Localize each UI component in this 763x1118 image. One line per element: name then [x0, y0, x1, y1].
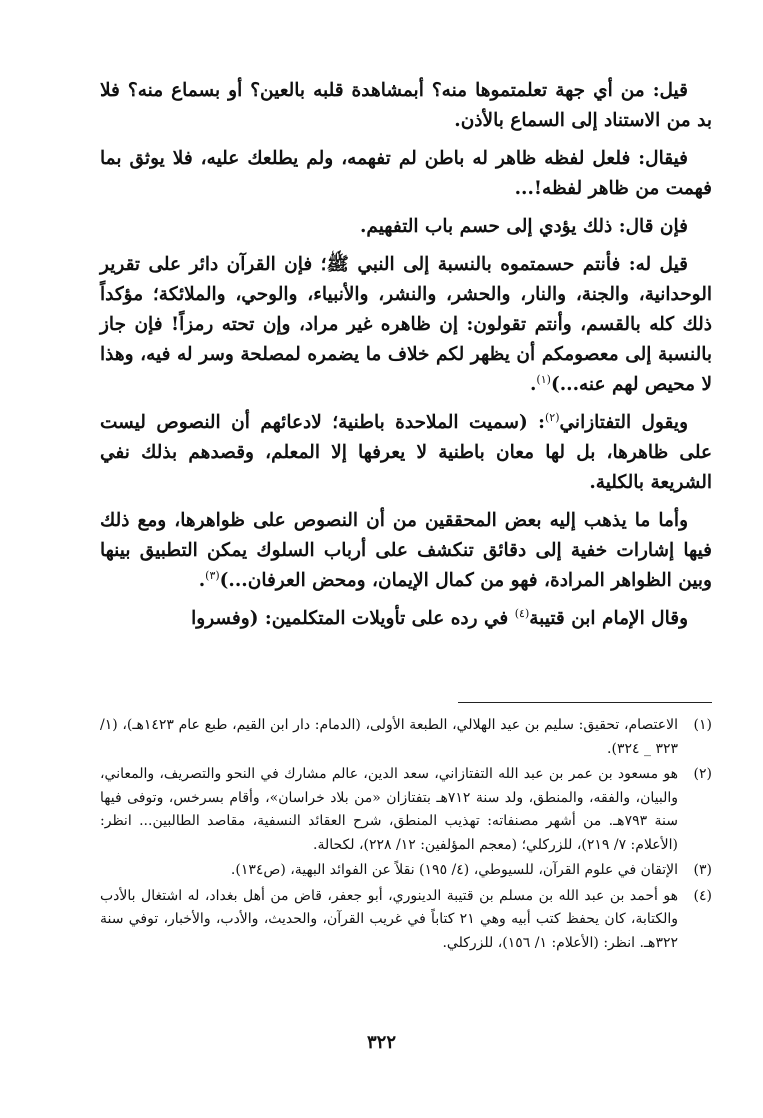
- paragraph-7: [100, 604, 712, 634]
- footnote-ref-4[interactable]: (٤): [514, 606, 530, 620]
- footnote-2: [100, 763, 712, 857]
- footnotes: [100, 714, 712, 957]
- footnote-4: [100, 885, 712, 956]
- footnote-text: الإتقان في علوم القرآن، للسيوطي، (٤/ ١٩٥) نقلاً عن الفوائد البهية، (ص١٣٤).: [230, 862, 678, 878]
- paragraph-5-start: ويقول التفتازاني: [559, 412, 688, 433]
- footnote-ref-3[interactable]: (٣): [205, 568, 220, 582]
- footnote-text: هو أحمد بن عبد الله بن مسلم بن قتيبة الدينوري، أبو جعفر، قاض من أهل بغداد، له اشتغال بالأدب والكتابة، كان يحفظ كتب أبيه وهي ٢١ كتاباً في غريب القرآن، والحديث، والأدب، والأخبار، توفي سنة ٣٢٢هـ. انظر: (الأعلام: ١/ ١٥٦)، للزركلي.: [100, 887, 678, 951]
- footnote-divider: [458, 702, 712, 703]
- paragraph-6: [100, 506, 712, 596]
- paragraph-4: [100, 250, 712, 400]
- footnote-ref-2[interactable]: (٢): [545, 410, 560, 424]
- paragraph-1: قيل: من أي جهة تعلمتموها منه؟ أبمشاهدة قلبه بالعين؟ أو بسماع منه؟ فلا بد من الاستناد إلى السماع بالأذن.: [100, 80, 712, 131]
- paragraph-7-text: في رده على تأويلات المتكلمين: (وفسروا: [191, 608, 515, 629]
- paragraph-6-text: وأما ما يذهب إليه بعض المحققين من أن النصوص على ظواهرها، ومع ذلك فيها إشارات خفية إلى دقائق تنكشف على أرباب السلوك يمكن التطبيق بينها وبين الظواهر المرادة، فهو من كمال الإيمان، ومحض العرفان...): [100, 510, 712, 591]
- paragraph-4-text: قيل له: فأنتم حسمتموه بالنسبة إلى النبي ﷺ؛ فإن القرآن دائر على تقرير الوحدانية، والجنة، والنار، والحشر، والنشر، والأنبياء، والوحي، والملائكة؛ مؤكداً ذلك كله بالقسم، وأنتم تقولون: إن ظاهره غير مراد، وإن تحته رمزاً! فإن جاز بالنسبة إلى معصومكم أن يظهر لكم خلاف ما يضمره لمصلحة وسر له فيه، وهذا لا محيص لهم عنه...): [100, 254, 712, 395]
- paragraph-2: فيقال: فلعل لفظه ظاهر له باطن لم تفهمه، ولم يطلعك عليه، فلا يوثق بما فهمت من ظاهر لفظه!...: [100, 148, 712, 199]
- paragraph-6-end: .: [198, 570, 206, 591]
- footnote-number: (٣): [693, 862, 712, 878]
- paragraph-5: [100, 408, 712, 498]
- footnote-number: (٢): [693, 766, 712, 782]
- main-text: [100, 76, 712, 638]
- footnote-number: (١): [693, 717, 712, 733]
- page-number: ٣٢٢: [366, 1032, 396, 1053]
- footnote-number: (٤): [693, 887, 712, 904]
- footnote-1: [100, 714, 712, 761]
- paragraph-3: فإن قال: ذلك يؤدي إلى حسم باب التفهيم.: [359, 216, 688, 237]
- paragraph-4-end: .: [529, 374, 537, 395]
- footnote-text: هو مسعود بن عمر بن عبد الله التفتازاني، سعد الدين، عالم مشارك في النحو والتصريف، والمعاني، والبيان، والفقه، والمنطق، ولد سنة ٧١٢هـ بتفتازان «من بلاد خراسان»، وأقام بسرخس، وتوفى فيها سنة ٧٩٣هـ. من أشهر مصنفاته: تهذيب المنطق، شرح العقائد النسفية، مقاصد الطالبين... انظر: (الأعلام: ٧/ ٢١٩)، للزركلي؛ (معجم المؤلفين: ١٢/ ٢٢٨)، لكحالة.: [100, 766, 678, 853]
- paragraph-7-start: وقال الإمام ابن قتيبة: [529, 608, 688, 629]
- footnote-3: [100, 859, 712, 883]
- paragraph-5-text: : (سميت الملاحدة باطنية؛ لادعائهم أن النصوص ليست على ظاهرها، بل لها معان باطنية لا يعرفها إلا المعلم، وقصدهم بذلك نفي الشريعة بالكلية.: [100, 412, 712, 493]
- footnote-ref-1[interactable]: (١): [536, 372, 551, 386]
- footnote-text: الاعتصام، تحقيق: سليم بن عيد الهلالي، الطبعة الأولى، (الدمام: دار ابن القيم، طبع عام ١٤٢٣هـ)، (١/ ٣٢٣ _ ٣٢٤).: [100, 717, 678, 757]
